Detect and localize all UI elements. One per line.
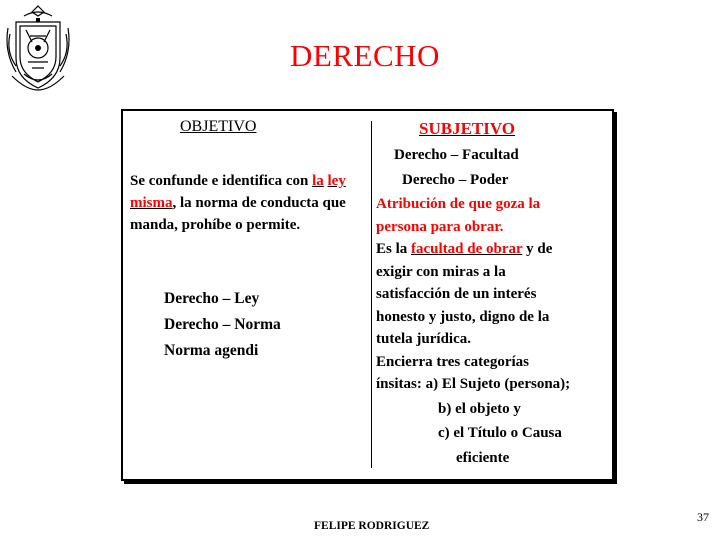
definition-highlight: la bbox=[312, 173, 324, 189]
line-text: Es la bbox=[376, 241, 412, 257]
column-divider bbox=[371, 121, 372, 468]
line-highlight: facultad de obrar bbox=[411, 241, 523, 257]
list-item: Norma agendi bbox=[164, 342, 259, 359]
heading-subjetivo: SUBJETIVO bbox=[419, 119, 516, 138]
author-footer: FELIPE RODRIGUEZ bbox=[314, 520, 430, 532]
objetivo-list bbox=[164, 286, 281, 364]
subjetivo-line: Atribución de que goza la bbox=[376, 196, 541, 212]
list-item: Derecho – Ley bbox=[164, 290, 260, 307]
subjetivo-line bbox=[376, 238, 608, 261]
subjetivo-line: Encierra tres categorías bbox=[376, 353, 529, 370]
subjetivo-line: c) el Título o Causa bbox=[438, 425, 562, 441]
subjetivo-line: ínsitas: a) El Sujeto (persona); bbox=[376, 376, 571, 392]
subjetivo-line: b) el objeto y bbox=[438, 400, 521, 417]
subjetivo-line: exigir con miras a la bbox=[376, 263, 506, 280]
subjetivo-line: Derecho – Facultad bbox=[394, 147, 519, 163]
definition-text: , la norma de conducta que manda, prohíbe o permite. bbox=[130, 195, 346, 233]
definition-text: Se confunde e identifica con bbox=[130, 173, 313, 189]
subjetivo-line: honesto y justo, digno de la bbox=[376, 308, 550, 325]
subjetivo-line: persona para obrar. bbox=[376, 218, 504, 235]
heading-objetivo: OBJETIVO bbox=[180, 118, 257, 135]
subjetivo-line: Derecho – Poder bbox=[402, 171, 509, 188]
definition-highlight: ley misma bbox=[130, 173, 346, 211]
page-number: 37 bbox=[697, 510, 709, 524]
subjetivo-line: satisfacción de un interés bbox=[376, 286, 537, 302]
objetivo-definition bbox=[130, 170, 368, 236]
list-item: Derecho – Norma bbox=[164, 316, 281, 333]
subjetivo-line: tutela jurídica. bbox=[376, 331, 471, 347]
subjetivo-content bbox=[376, 144, 608, 469]
subjetivo-line: eficiente bbox=[456, 449, 510, 466]
line-text: y de bbox=[522, 241, 553, 257]
slide-title: DERECHO bbox=[290, 38, 440, 73]
